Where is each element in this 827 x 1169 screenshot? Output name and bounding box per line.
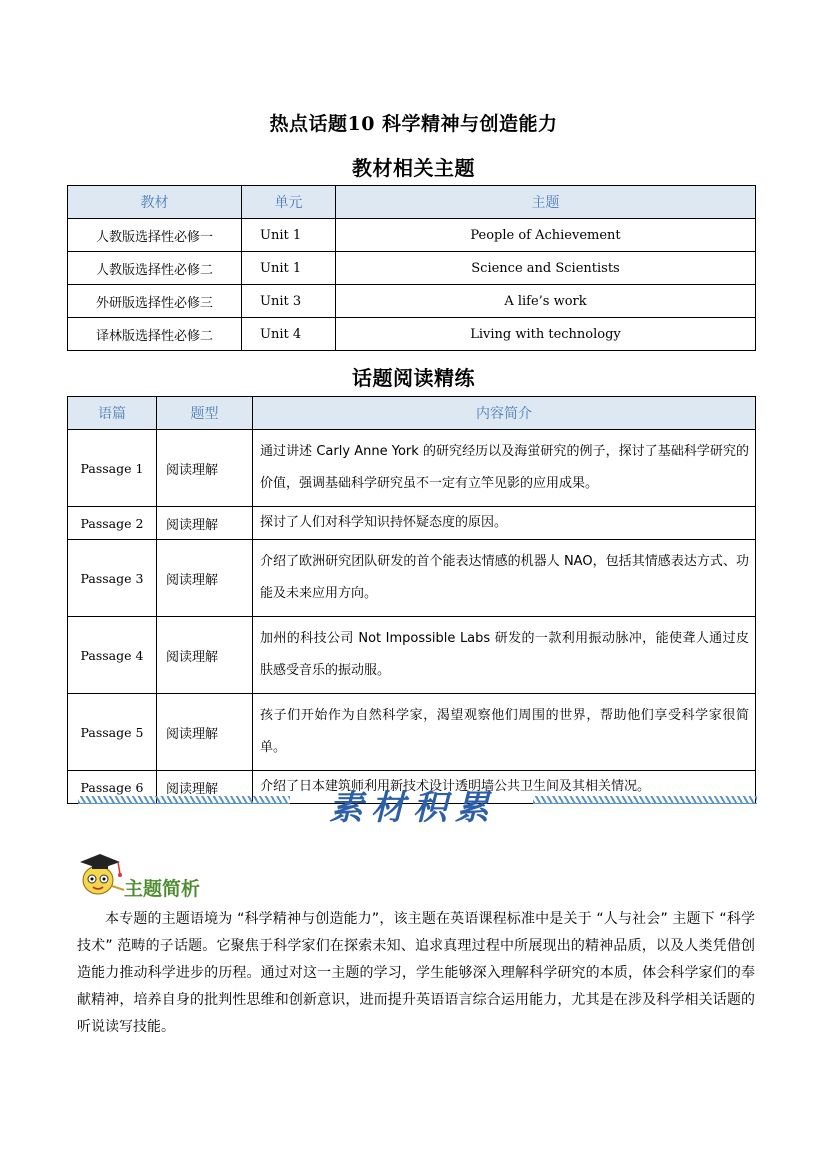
table-row <box>68 285 756 318</box>
cell-textbook: 译林版选择性必修二 <box>68 318 242 351</box>
cell-question-type: 阅读理解 <box>157 694 253 771</box>
textbook-topics-table <box>67 185 756 351</box>
table-row <box>68 430 756 507</box>
topic-analysis-subheading: 主题简析 <box>124 878 201 900</box>
cell-summary: 探讨了人们对科学知识持怀疑态度的原因。 <box>253 507 756 540</box>
cell-summary: 介绍了日本建筑师利用新技术设计透明墙公共卫生间及其相关情况。 <box>253 771 756 804</box>
table-row <box>68 540 756 617</box>
cell-textbook: 人教版选择性必修二 <box>68 252 242 285</box>
cell-passage: Passage 6 <box>68 771 157 804</box>
textbook-topics-heading: 教材相关主题 <box>352 156 475 180</box>
cell-passage: Passage 5 <box>68 694 157 771</box>
table-row <box>68 318 756 351</box>
cell-summary: 孩子们开始作为自然科学家，渴望观察他们周围的世界，帮助他们享受科学家很简单。 <box>253 694 756 771</box>
header-question-type: 题型 <box>157 397 253 430</box>
cell-question-type: 阅读理解 <box>157 507 253 540</box>
cell-question-type: 阅读理解 <box>157 771 253 804</box>
cell-topic: Science and Scientists <box>336 252 756 285</box>
cell-question-type: 阅读理解 <box>157 430 253 507</box>
cell-passage: Passage 2 <box>68 507 157 540</box>
reading-practice-heading: 话题阅读精练 <box>352 366 475 390</box>
cell-topic: A life’s work <box>336 285 756 318</box>
table-row <box>68 252 756 285</box>
reading-passages-table <box>67 396 756 804</box>
header-summary: 内容简介 <box>253 397 756 430</box>
cell-unit: Unit 1 <box>242 252 336 285</box>
decorative-stripe-right <box>533 796 757 804</box>
cell-summary: 通过讲述 Carly Anne York 的研究经历以及海蛍研究的例子，探讨了基础科学研究的价值，强调基础科学研究虽不一定有立竿见影的应用成果。 <box>253 430 756 507</box>
cell-topic: People of Achievement <box>336 219 756 252</box>
header-topic: 主题 <box>336 186 756 219</box>
document-title: 热点话题10 科学精神与创造能力 <box>269 113 558 135</box>
table-row <box>68 694 756 771</box>
table-header-row <box>68 186 756 219</box>
cell-unit: Unit 4 <box>242 318 336 351</box>
cell-textbook: 人教版选择性必修一 <box>68 219 242 252</box>
header-textbook: 教材 <box>68 186 242 219</box>
cell-unit: Unit 1 <box>242 219 336 252</box>
cell-topic: Living with technology <box>336 318 756 351</box>
section-banner: 素材积累 <box>329 788 497 828</box>
graduate-mascot-icon <box>74 850 126 898</box>
topic-analysis-paragraph: 本专题的主题语境为 “科学精神与创造能力”，该主题在英语课程标准中是关于 “人与社会” 主题下 “科学技术” 范畴的子话题。它聚焦于科学家们在探索未知、追求真理过程中所展现出的精神品质，以及人类凭借创造能力推动科学进步的历程。通过对这一主题的学习，学生能够深入理解科学研究的本质，体会科学家们的奉献精神，培养自身的批判性思维和创新意识，进而提升英语语言综合运用能力，尤其是在涉及科学相关话题的听说读写技能。 <box>77 911 755 1035</box>
table-row <box>68 617 756 694</box>
cell-passage: Passage 3 <box>68 540 157 617</box>
cell-summary: 加州的科技公司 Not Impossible Labs 研发的一款利用振动脉冲，能使聋人通过皮肤感受音乐的振动服。 <box>253 617 756 694</box>
table-header-row <box>68 397 756 430</box>
cell-passage: Passage 1 <box>68 430 157 507</box>
cell-textbook: 外研版选择性必修三 <box>68 285 242 318</box>
cell-unit: Unit 3 <box>242 285 336 318</box>
table-row <box>68 219 756 252</box>
table-row <box>68 507 756 540</box>
cell-question-type: 阅读理解 <box>157 540 253 617</box>
cell-passage: Passage 4 <box>68 617 157 694</box>
cell-question-type: 阅读理解 <box>157 617 253 694</box>
header-unit: 单元 <box>242 186 336 219</box>
header-passage: 语篇 <box>68 397 157 430</box>
cell-summary: 介绍了欧洲研究团队研发的首个能表达情感的机器人 NAO，包括其情感表达方式、功能及未来应用方向。 <box>253 540 756 617</box>
decorative-stripe-left <box>78 796 290 804</box>
